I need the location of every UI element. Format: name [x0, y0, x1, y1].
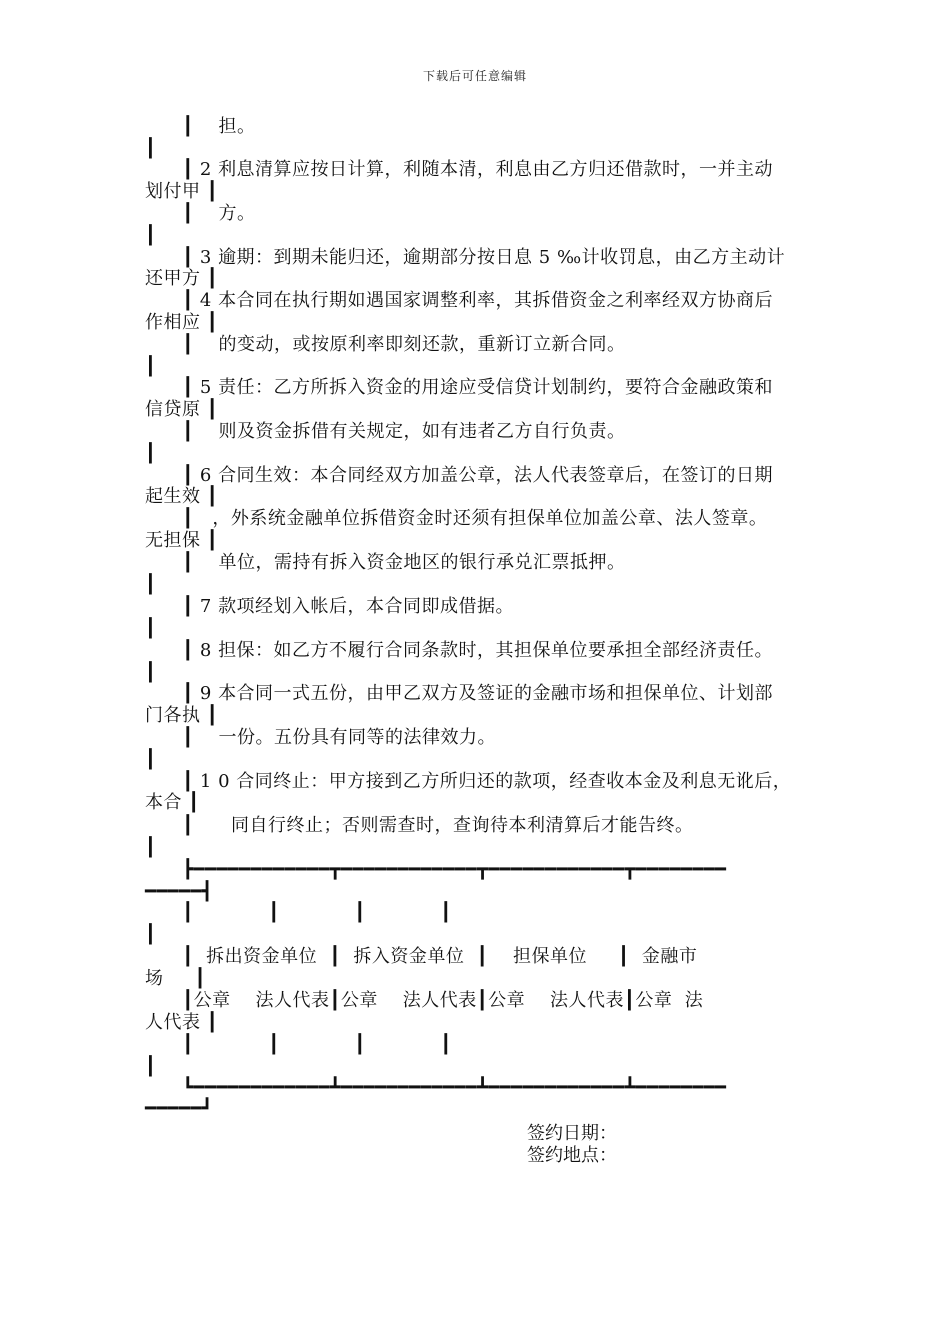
contract-line: ┃ 8 担保：如乙方不履行合同条款时，其担保单位要承担全部经济责任。: [145, 640, 774, 661]
contract-line: 还甲方 ┃: [145, 268, 219, 289]
table-row-headers: ┃ 拆出资金单位 ┃ 拆入资金单位 ┃ 担保单位 ┃ 金融市: [145, 946, 698, 967]
contract-line: ┃ 2 利息清算应按日计算，利随本清，利息由乙方归还借款时，一并主动: [145, 159, 774, 180]
contract-line: ┃ 4 本合同在执行期如遇国家调整利率，其拆借资金之利率经双方协商后: [145, 290, 774, 311]
contract-line: ┃: [145, 1056, 157, 1077]
contract-line: ┃ 5 责任：乙方所拆入资金的用途应受信贷计划制约，要符合金融政策和: [145, 377, 774, 398]
contract-line: ┃: [145, 618, 157, 639]
contract-line: 门各执 ┃: [145, 705, 219, 726]
signing-date-label: 签约日期：: [527, 1123, 617, 1144]
table-row-subheaders-wrap: 人代表 ┃: [145, 1012, 219, 1033]
contract-line: ┃ 担。: [145, 116, 256, 137]
contract-line: ┃: [145, 837, 157, 858]
contract-line: 无担保 ┃: [145, 530, 219, 551]
table-row-empty: ┃ ┃ ┃ ┃: [145, 1034, 452, 1055]
contract-line: ┃: [145, 443, 157, 464]
contract-line: ┃ ，外系统金融单位拆借资金时还须有担保单位加盖公章、法人签章。: [145, 508, 768, 529]
table-border-top: ┣━━━━━━━━━━━━┳━━━━━━━━━━━━┳━━━━━━━━━━━━┳━━━━━━━━: [145, 859, 727, 880]
contract-line: ┃ 方。: [145, 203, 256, 224]
contract-line: ┃ 7 款项经划入帐后，本合同即成借据。: [145, 596, 515, 617]
contract-line: ┃ 单位，需持有拆入资金地区的银行承兑汇票抵押。: [145, 552, 626, 573]
contract-line: 划付甲 ┃: [145, 181, 219, 202]
contract-line: ┃: [145, 574, 157, 595]
contract-line: ┃ 的变动，或按原利率即刻还款，重新订立新合同。: [145, 334, 626, 355]
signing-place-label: 签约地点：: [527, 1145, 617, 1166]
contract-line: ┃: [145, 749, 157, 770]
table-border-bottom: ┗━━━━━━━━━━━━┻━━━━━━━━━━━━┻━━━━━━━━━━━━┻━━━━━━━━: [145, 1077, 727, 1098]
table-row-subheaders: ┃公章 法人代表┃公章 法人代表┃公章 法人代表┃公章 法: [145, 990, 704, 1011]
table-border-top-end: ━━━━━┫: [145, 881, 214, 902]
contract-line: 作相应 ┃: [145, 312, 219, 333]
contract-line: ┃: [145, 356, 157, 377]
contract-line: ┃: [145, 662, 157, 683]
table-row-headers-wrap: 场 ┃: [145, 968, 206, 989]
contract-line: 本合 ┃: [145, 792, 200, 813]
contract-line: ┃ 9 本合同一式五份，由甲乙双方及签证的金融市场和担保单位、计划部: [145, 683, 774, 704]
contract-line: ┃ 6 合同生效：本合同经双方加盖公章，法人代表签章后，在签订的日期: [145, 465, 774, 486]
contract-line: ┃ 3 逾期：到期未能归还，逾期部分按日息 5 ‰计收罚息，由乙方主动计: [145, 247, 786, 268]
contract-line: ┃ 则及资金拆借有关规定，如有违者乙方自行负责。: [145, 421, 626, 442]
page-header-note: 下载后可任意编辑: [422, 69, 527, 83]
contract-line: ┃ 1 0 合同终止：甲方接到乙方所归还的款项，经查收本金及利息无讹后，: [145, 771, 792, 792]
contract-line: ┃ 一份。五份具有同等的法律效力。: [145, 727, 497, 748]
contract-line: ┃: [145, 225, 157, 246]
contract-line: ┃: [145, 138, 157, 159]
contract-line: ┃: [145, 924, 157, 945]
contract-line: 起生效 ┃: [145, 486, 219, 507]
contract-line: ┃ 同自行终止；否则需查时，查询待本利清算后才能告终。: [145, 815, 694, 836]
table-row-empty: ┃ ┃ ┃ ┃: [145, 902, 452, 923]
table-border-bottom-end: ━━━━━┛: [145, 1098, 214, 1119]
contract-line: 信贷原 ┃: [145, 399, 219, 420]
